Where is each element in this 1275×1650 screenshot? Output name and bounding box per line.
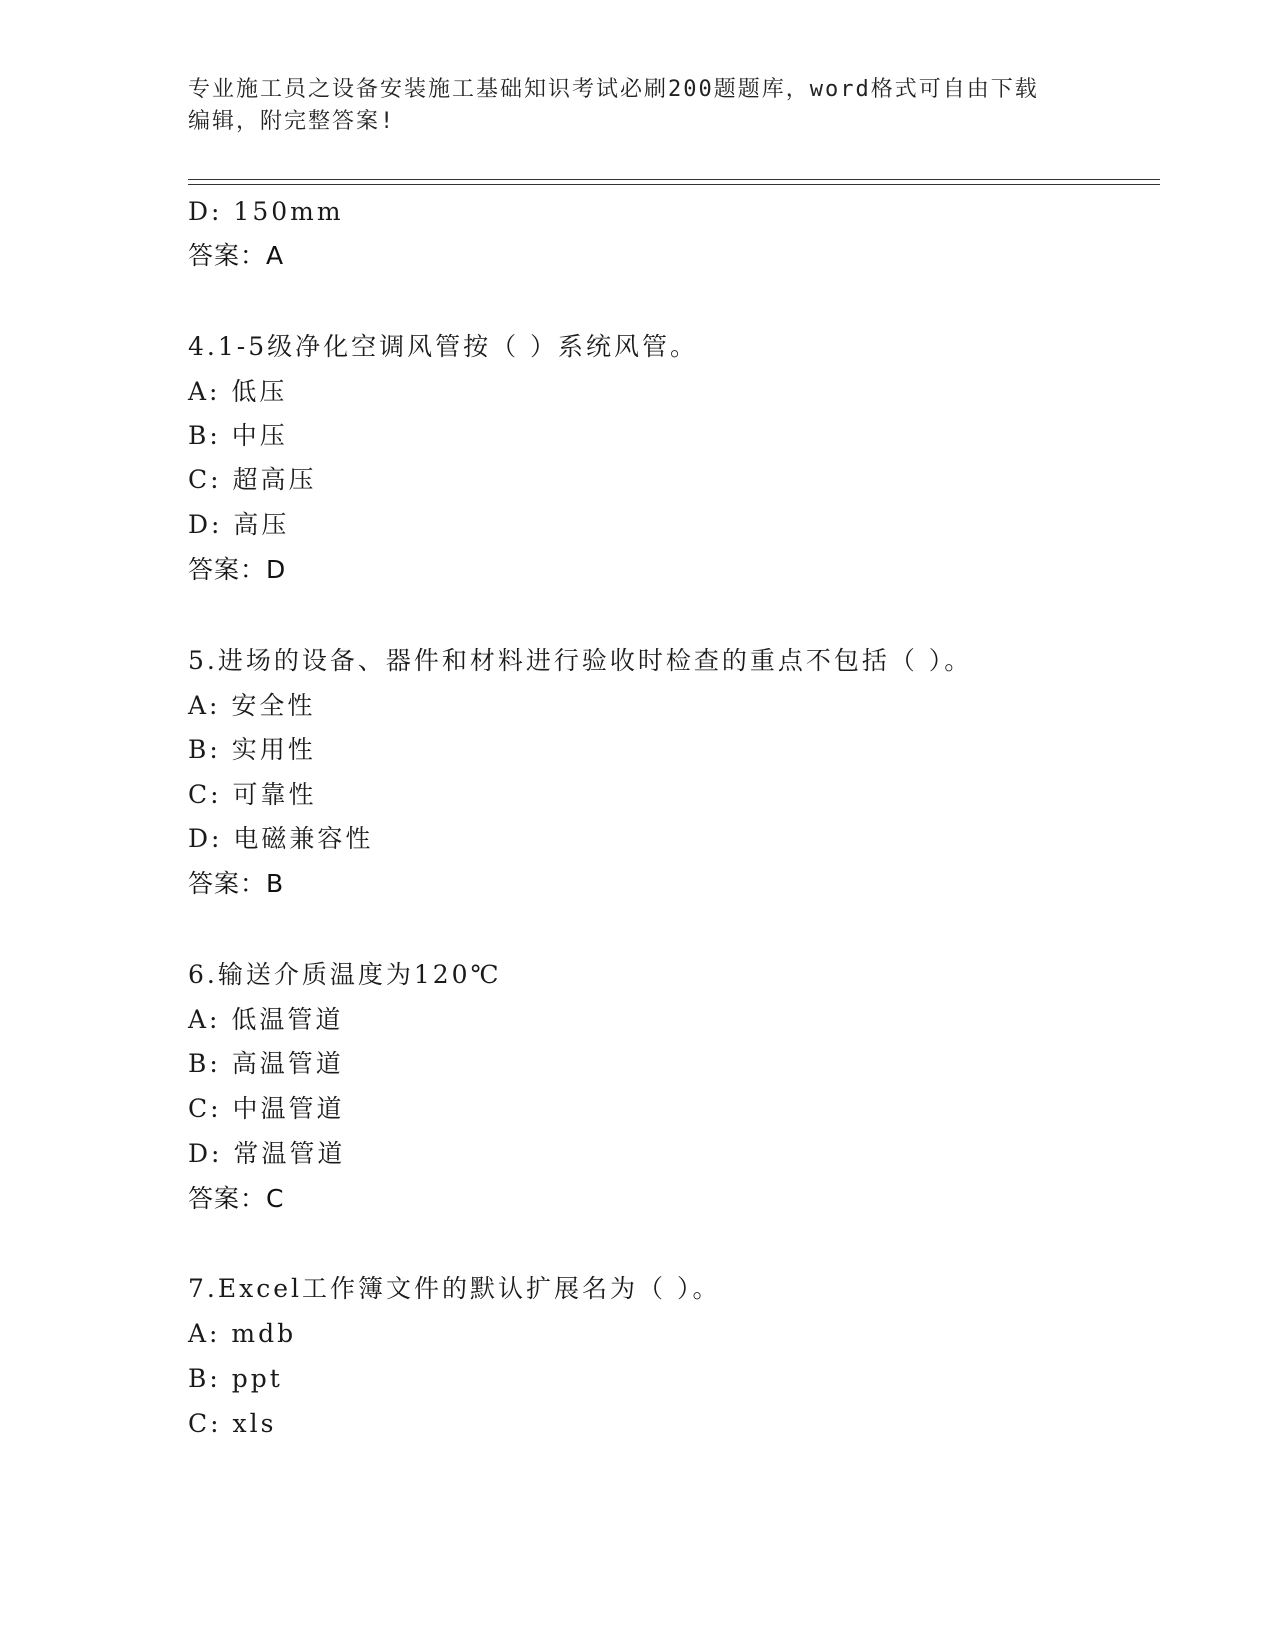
option-a-q4: A: 低压 bbox=[188, 377, 288, 406]
option-a-q7: A: mdb bbox=[188, 1319, 297, 1348]
header-line-1: 专业施工员之设备安装施工基础知识考试必刷200题题库，word格式可自由下载 bbox=[188, 77, 1039, 102]
answer-q5: 答案：B bbox=[188, 869, 285, 898]
option-b-q6: B: 高温管道 bbox=[188, 1049, 344, 1078]
option-c-q6: C: 中温管道 bbox=[188, 1094, 345, 1123]
header-line-2: 编辑，附完整答案! bbox=[188, 109, 396, 134]
option-c-q7: C: xls bbox=[188, 1409, 277, 1438]
option-d-q3: D: 150mm bbox=[188, 197, 344, 226]
question-7: 7.Excel工作簿文件的默认扩展名为（ ）。 bbox=[188, 1274, 721, 1303]
document-header bbox=[188, 74, 1088, 138]
option-d-q4: D: 高压 bbox=[188, 510, 290, 539]
option-a-q5: A: 安全性 bbox=[188, 691, 316, 720]
header-rule-bottom bbox=[188, 184, 1160, 185]
answer-q4: 答案：D bbox=[188, 555, 287, 584]
option-a-q6: A: 低温管道 bbox=[188, 1005, 344, 1034]
answer-q6: 答案：C bbox=[188, 1184, 285, 1213]
answer-q3: 答案：A bbox=[188, 241, 285, 270]
option-b-q7: B: ppt bbox=[188, 1364, 283, 1393]
option-d-q6: D: 常温管道 bbox=[188, 1139, 346, 1168]
option-d-q5: D: 电磁兼容性 bbox=[188, 824, 374, 853]
question-6: 6.输送介质温度为120℃ bbox=[188, 960, 502, 989]
option-c-q4: C: 超高压 bbox=[188, 465, 317, 494]
option-c-q5: C: 可靠性 bbox=[188, 780, 317, 809]
header-rule-top bbox=[188, 179, 1160, 180]
option-b-q4: B: 中压 bbox=[188, 421, 288, 450]
option-b-q5: B: 实用性 bbox=[188, 735, 316, 764]
question-5: 5.进场的设备、器件和材料进行验收时检查的重点不包括（ ）。 bbox=[188, 646, 973, 675]
question-4: 4.1-5级净化空调风管按（ ）系统风管。 bbox=[188, 332, 699, 361]
